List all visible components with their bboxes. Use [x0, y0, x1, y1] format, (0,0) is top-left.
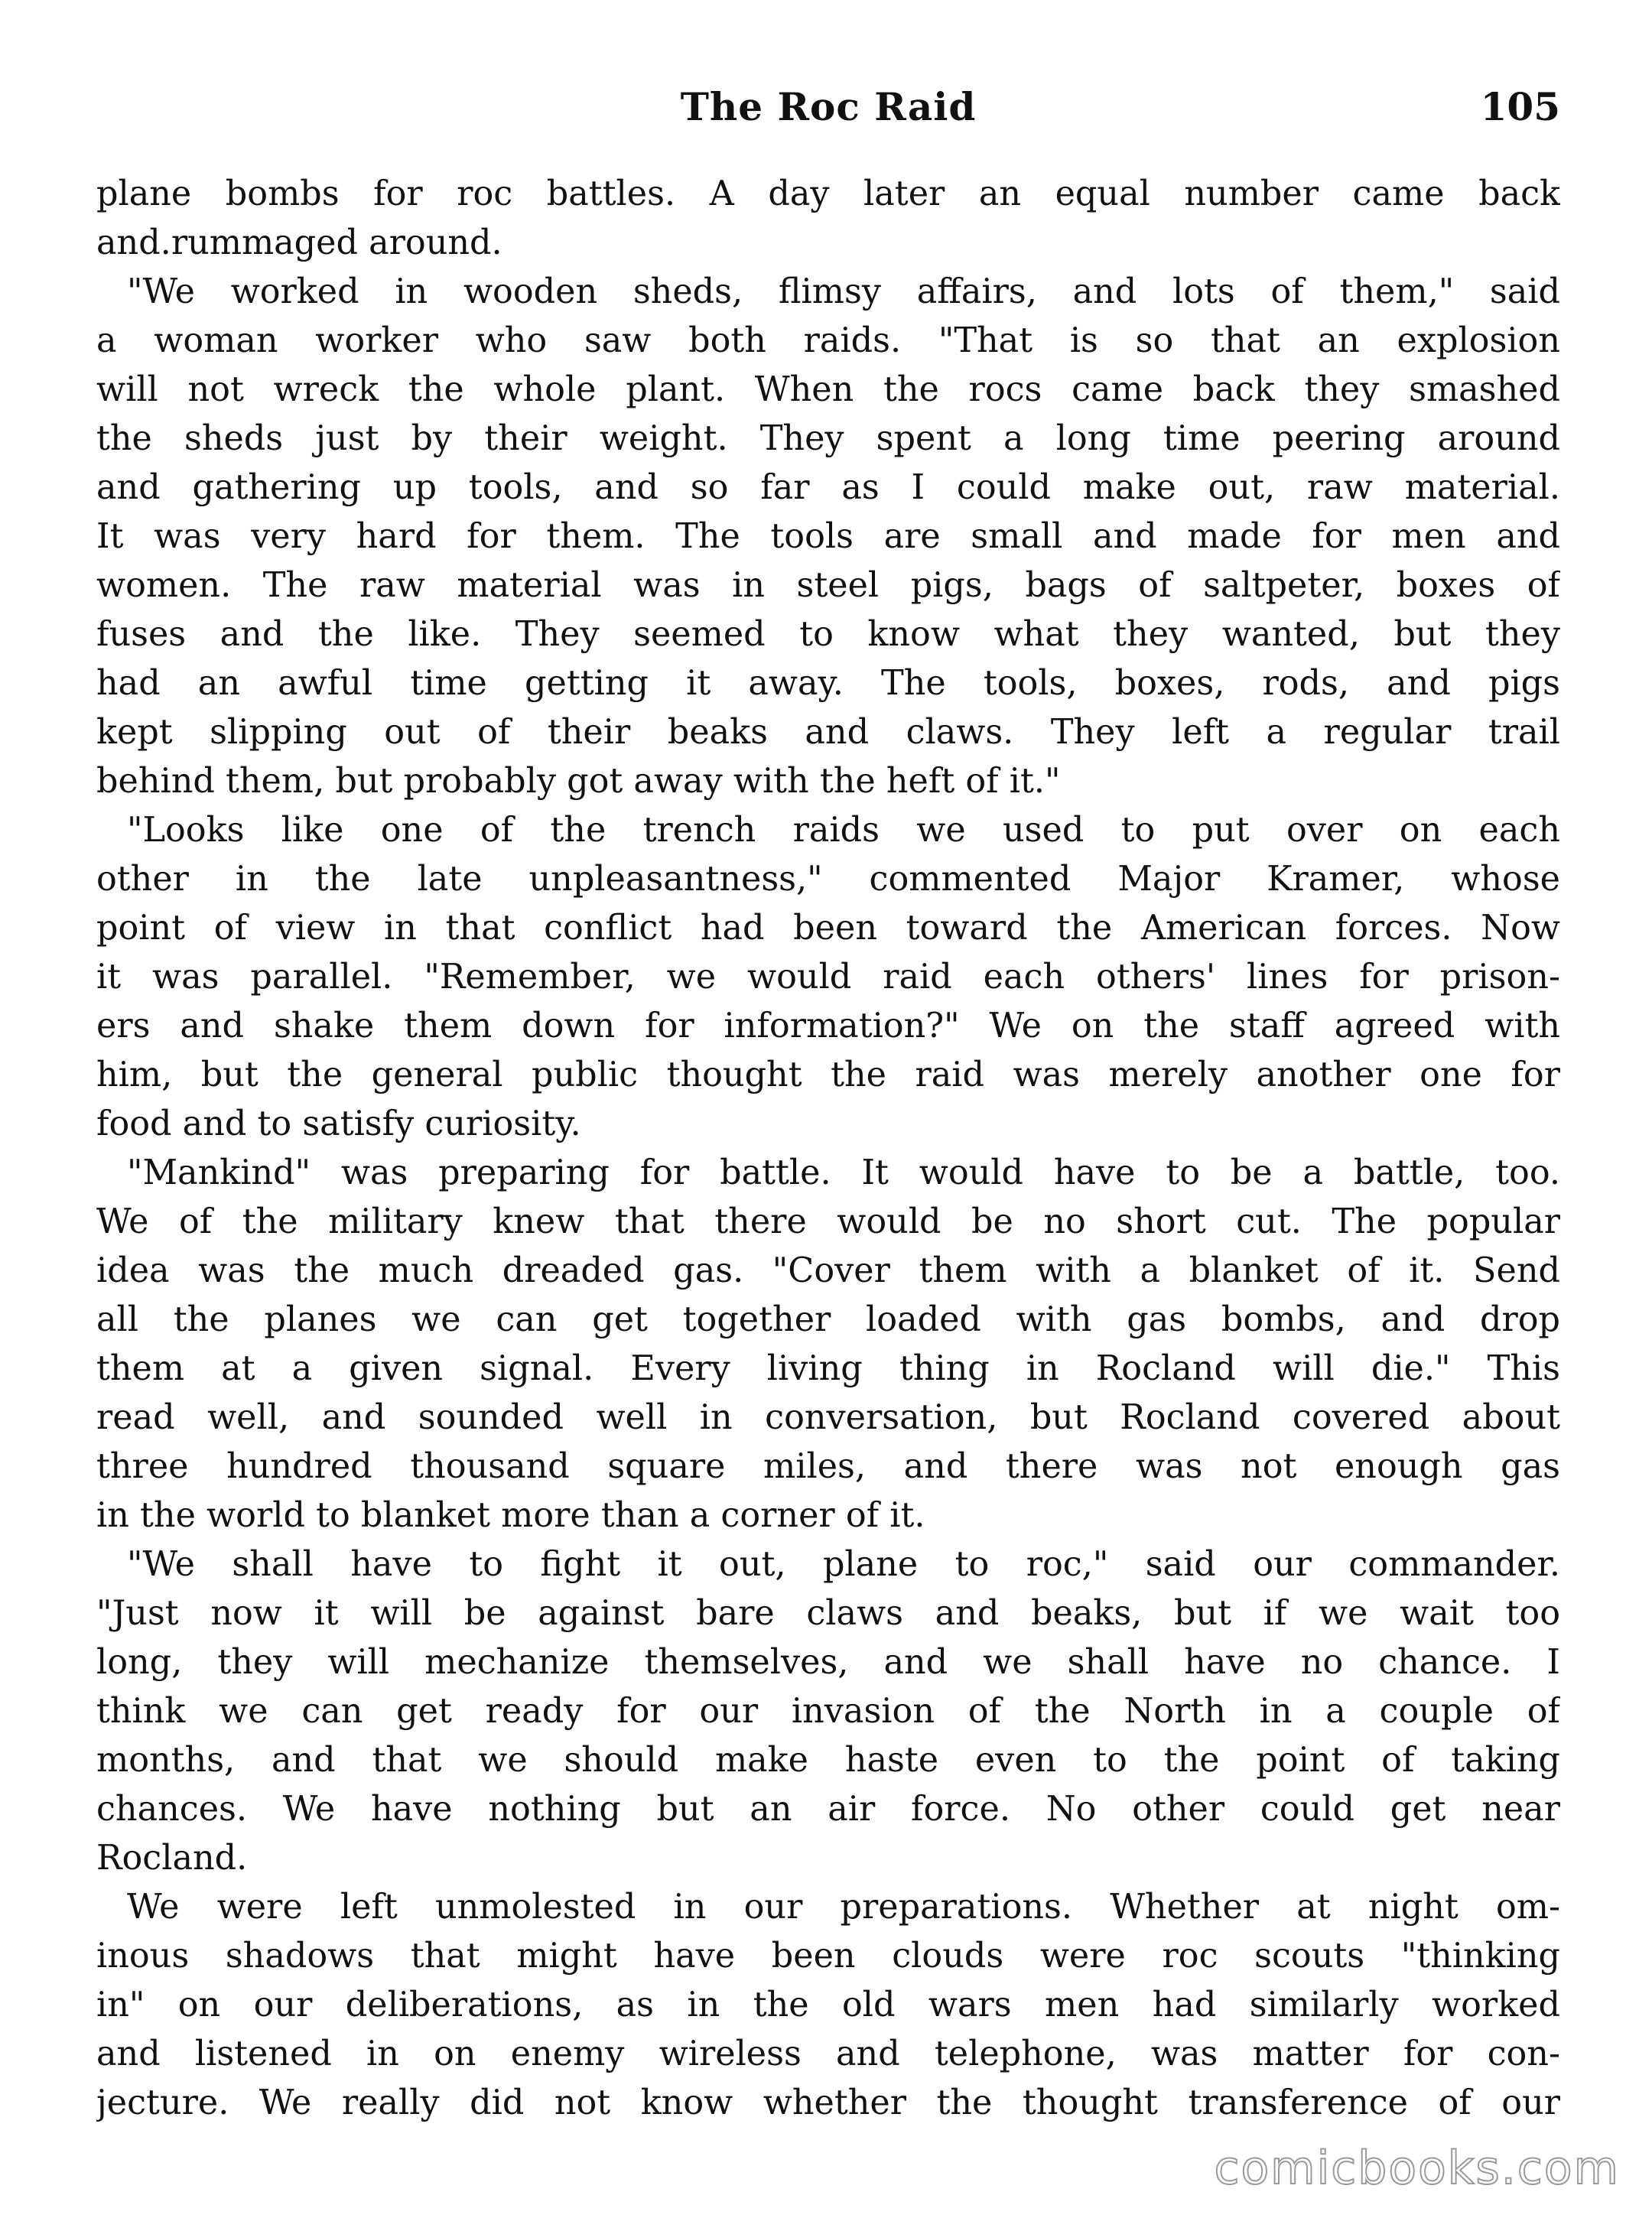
text-line: and gathering up tools, and so far as I could make out, raw material. — [96, 468, 1560, 507]
text-line: think we can get ready for our invasion of the North in a couple of — [96, 1692, 1560, 1731]
text-line: the sheds just by their weight. They spent a long time peering around — [96, 419, 1560, 458]
text-line: in" on our deliberations, as in the old wars men had similarly worked — [96, 1985, 1560, 2024]
text-line: and.rummaged around. — [96, 223, 502, 262]
text-line: "Looks like one of the trench raids we used to put over on each — [127, 811, 1560, 850]
text-line: read well, and sounded well in conversation, but Rocland covered about — [96, 1398, 1560, 1437]
text-line: chances. We have nothing but an air force. No other could get near — [96, 1790, 1560, 1829]
text-line: idea was the much dreaded gas. "Cover them with a blanket of it. Send — [96, 1251, 1560, 1290]
text-line: Rocland. — [96, 1839, 248, 1878]
text-line: will not wreck the whole plant. When the rocs came back they smashed — [96, 370, 1560, 409]
text-line: We were left unmolested in our preparations. Whether at night om- — [127, 1888, 1560, 1927]
running-title: The Roc Raid — [680, 84, 977, 129]
text-line: and listened in on enemy wireless and telephone, was matter for con- — [96, 2034, 1560, 2073]
text-line: ers and shake them down for information?" We on the staff agreed with — [96, 1007, 1560, 1046]
text-line: months, and that we should make haste even to the point of taking — [96, 1741, 1560, 1780]
text-line: It was very hard for them. The tools are small and made for men and — [96, 517, 1560, 556]
text-line: "Just now it will be against bare claws and beaks, but if we wait too — [96, 1594, 1560, 1633]
body-text — [96, 170, 1560, 2128]
text-line: behind them, but probably got away with the heft of it." — [96, 762, 1061, 801]
text-line: fuses and the like. They seemed to know what they wanted, but they — [96, 615, 1560, 654]
text-line: in the world to blanket more than a corner of it. — [96, 1496, 925, 1535]
running-head — [96, 76, 1560, 138]
text-line: long, they will mechanize themselves, and we shall have no chance. I — [96, 1643, 1560, 1682]
page-number: 105 — [1480, 84, 1560, 129]
text-line: inous shadows that might have been clouds were roc scouts "thinking — [96, 1937, 1560, 1976]
text-line: a woman worker who saw both raids. "That is so that an explosion — [96, 321, 1560, 360]
text-line: three hundred thousand square miles, and there was not enough gas — [96, 1447, 1560, 1486]
text-line: kept slipping out of their beaks and claws. They left a regular trail — [96, 713, 1560, 752]
text-line: other in the late unpleasantness," commented Major Kramer, whose — [96, 860, 1560, 899]
text-line: him, but the general public thought the raid was merely another one for — [96, 1055, 1560, 1094]
text-line: We of the military knew that there would be no short cut. The popular — [96, 1202, 1560, 1241]
text-line: it was parallel. "Remember, we would raid each others' lines for prison- — [96, 958, 1560, 997]
text-line: "We worked in wooden sheds, flimsy affairs, and lots of them," said — [127, 272, 1560, 311]
text-line: point of view in that conflict had been toward the American forces. Now — [96, 909, 1560, 948]
text-line: had an awful time getting it away. The tools, boxes, rods, and pigs — [96, 664, 1560, 703]
text-line: food and to satisfy curiosity. — [96, 1104, 581, 1143]
text-line: "We shall have to fight it out, plane to roc," said our commander. — [127, 1545, 1560, 1584]
text-line: jecture. We really did not know whether the thought transference of our — [96, 2083, 1560, 2122]
watermark: comicbooks.com — [1214, 2142, 1620, 2195]
text-line: plane bombs for roc battles. A day later an equal number came back — [96, 174, 1560, 213]
text-line: "Mankind" was preparing for battle. It would have to be a battle, too. — [127, 1153, 1560, 1192]
text-line: them at a given signal. Every living thing in Rocland will die." This — [96, 1349, 1560, 1388]
text-line: women. The raw material was in steel pigs, bags of saltpeter, boxes of — [96, 566, 1560, 605]
text-line: all the planes we can get together loaded with gas bombs, and drop — [96, 1300, 1560, 1339]
